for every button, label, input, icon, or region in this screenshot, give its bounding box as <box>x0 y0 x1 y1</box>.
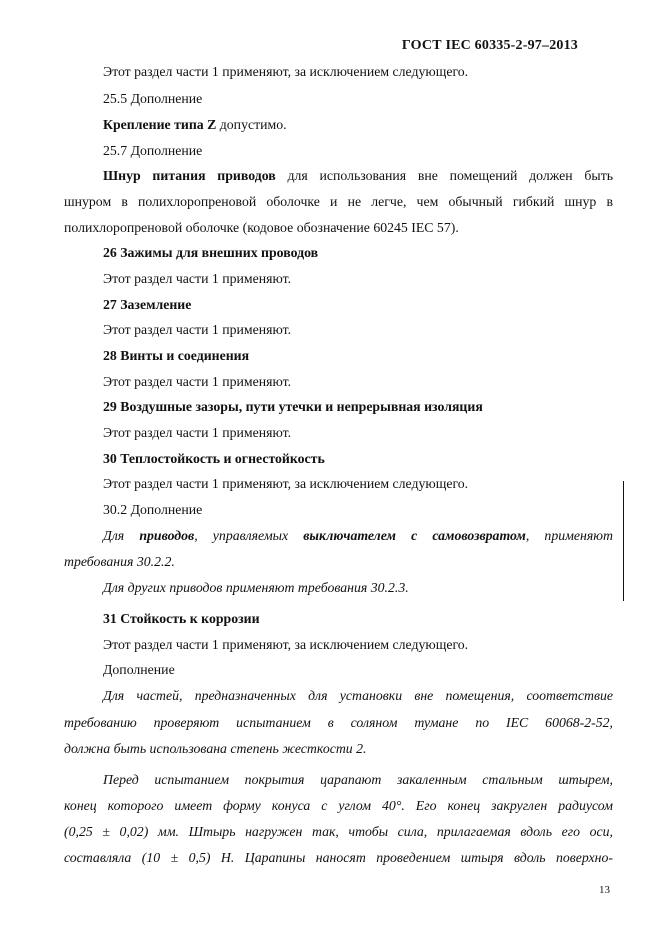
section-heading-30: 30 Теплостойкость и огнестойкость <box>103 451 325 466</box>
text-line: Этот раздел части 1 применяют. <box>103 271 292 286</box>
text-line: Этот раздел части 1 применяют. <box>103 374 292 389</box>
section-heading-29: 29 Воздушные зазоры, пути утечки и непрерывная изоляция <box>103 399 483 414</box>
italic-line: конец которого имеет форму конуса с углом 40°. Его конец закруглен радиусом <box>64 798 613 813</box>
italic-line: должна быть использована степень жесткости 2. <box>64 741 367 756</box>
italic-line: составляла (10 ± 0,5) Н. Царапины наносят проведением штыря вдоль поверхно- <box>64 850 613 865</box>
section-heading-31: 31 Стойкость к коррозии <box>103 611 260 626</box>
text-line: Этот раздел части 1 применяют. <box>103 322 292 337</box>
italic-line: Для приводов, управляемых выключателем с самовозвратом, применяют <box>103 528 613 543</box>
text-line: Этот раздел части 1 применяют, за исключением следующего. <box>103 637 469 652</box>
text-line: Дополнение <box>103 662 175 677</box>
section-heading-26: 26 Зажимы для внешних проводов <box>103 245 319 260</box>
italic-line: Перед испытанием покрытия царапают закаленным стальным штырем, <box>103 772 613 787</box>
text-line: Этот раздел части 1 применяют, за исключением следующего. <box>103 476 469 491</box>
italic-line: (0,25 ± 0,02) мм. Штырь нагружен так, чтобы сила, прилагаемая вдоль его оси, <box>64 824 613 839</box>
italic-line: требования 30.2.2. <box>64 554 175 569</box>
section-heading-27: 27 Заземление <box>103 297 192 312</box>
document-header: ГОСТ IEC 60335-2-97–2013 <box>401 38 578 53</box>
text-line: Этот раздел части 1 применяют. <box>103 425 292 440</box>
text-line: Крепление типа Z допустимо. <box>103 117 287 132</box>
text-line: Шнур питания приводов для использования вне помещений должен быть <box>103 168 614 183</box>
bold-term: Крепление типа Z <box>103 117 217 132</box>
italic-line: Для частей, предназначенных для установки вне помещения, соответствие <box>103 688 613 703</box>
italic-line: требованию проверяют испытанием в соляном тумане по IEC 60068-2-52, <box>64 715 613 730</box>
text-line: 25.5 Дополнение <box>103 91 203 106</box>
change-bar <box>623 481 624 601</box>
text-line: 25.7 Дополнение <box>103 143 203 158</box>
text-line: полихлоропреновой оболочке (кодовое обозначение 60245 IEC 57). <box>64 220 459 235</box>
text-line: Этот раздел части 1 применяют, за исключением следующего. <box>103 64 469 79</box>
bold-term: Шнур питания приводов <box>103 168 276 183</box>
page-number: 13 <box>599 884 610 896</box>
italic-line: Для других приводов применяют требования 30.2.3. <box>103 580 409 595</box>
text-line: шнуром в полихлоропреновой оболочке и не легче, чем обычный гибкий шнур в <box>64 194 613 209</box>
section-heading-28: 28 Винты и соединения <box>103 348 250 363</box>
text-line: 30.2 Дополнение <box>103 502 203 517</box>
